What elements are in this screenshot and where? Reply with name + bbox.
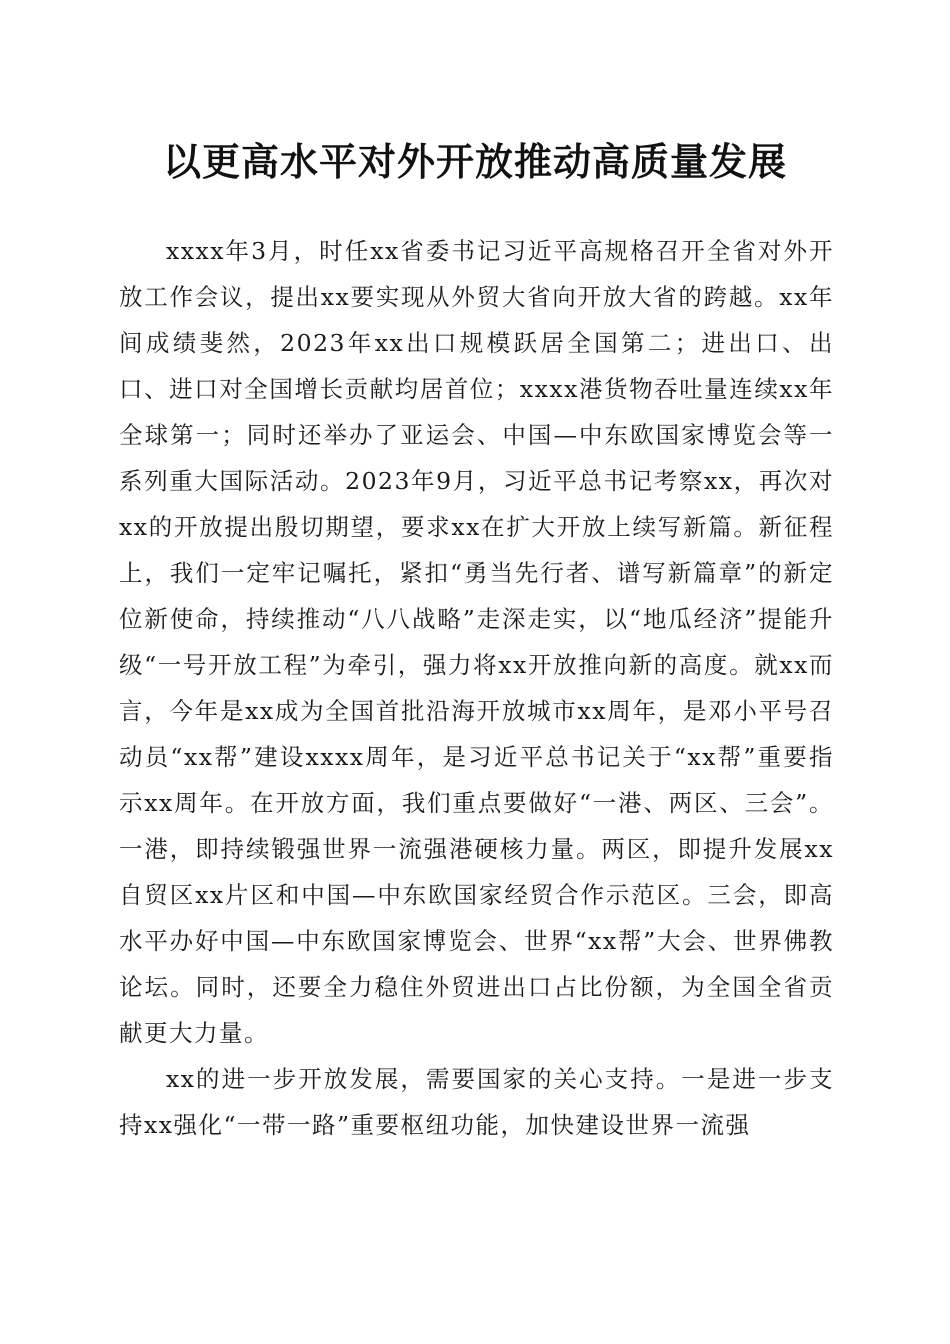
document-body [119,228,834,1148]
paragraph-1: xxxx年3月，时任xx省委书记习近平高规格召开全省对外开放工作会议，提出xx要实现从外贸大省向开放大省的跨越。xx年间成绩斐然，2023年xx出口规模跃居全国第二；进出口、出口、进口对全国增长贡献均居首位；xxxx港货物吞吐量连续xx年全球第一；同时还举办了亚运会、中国—中东欧国家博览会等一系列重大国际活动。2023年9月，习近平总书记考察xx，再次对xx的开放提出殷切期望，要求xx在扩大开放上续写新篇。新征程上，我们一定牢记嘱托，紧扣“勇当先行者、谱写新篇章”的新定位新使命，持续推动“八八战略”走深走实，以“地瓜经济”提能升级“一号开放工程”为牵引，强力将xx开放推向新的高度。就xx而言，今年是xx成为全国首批沿海开放城市xx周年，是邓小平号召动员“xx帮”建设xxxx周年，是习近平总书记关于“xx帮”重要指示xx周年。在开放方面，我们重点要做好“一港、两区、三会”。一港，即持续锻强世界一流强港硬核力量。两区，即提升发展xx自贸区xx片区和中国—中东欧国家经贸合作示范区。三会，即高水平办好中国—中东欧国家博览会、世界“xx帮”大会、世界佛教论坛。同时，还要全力稳住外贸进出口占比份额，为全国全省贡献更大力量。 [119,237,834,1047]
document-title: 以更高水平对外开放推动高质量发展 [162,139,787,184]
paragraph-2: xx的进一步开放发展，需要国家的关心支持。一是进一步支持xx强化“一带一路”重要枢纽功能，加快建设世界一流强 [119,1065,834,1139]
